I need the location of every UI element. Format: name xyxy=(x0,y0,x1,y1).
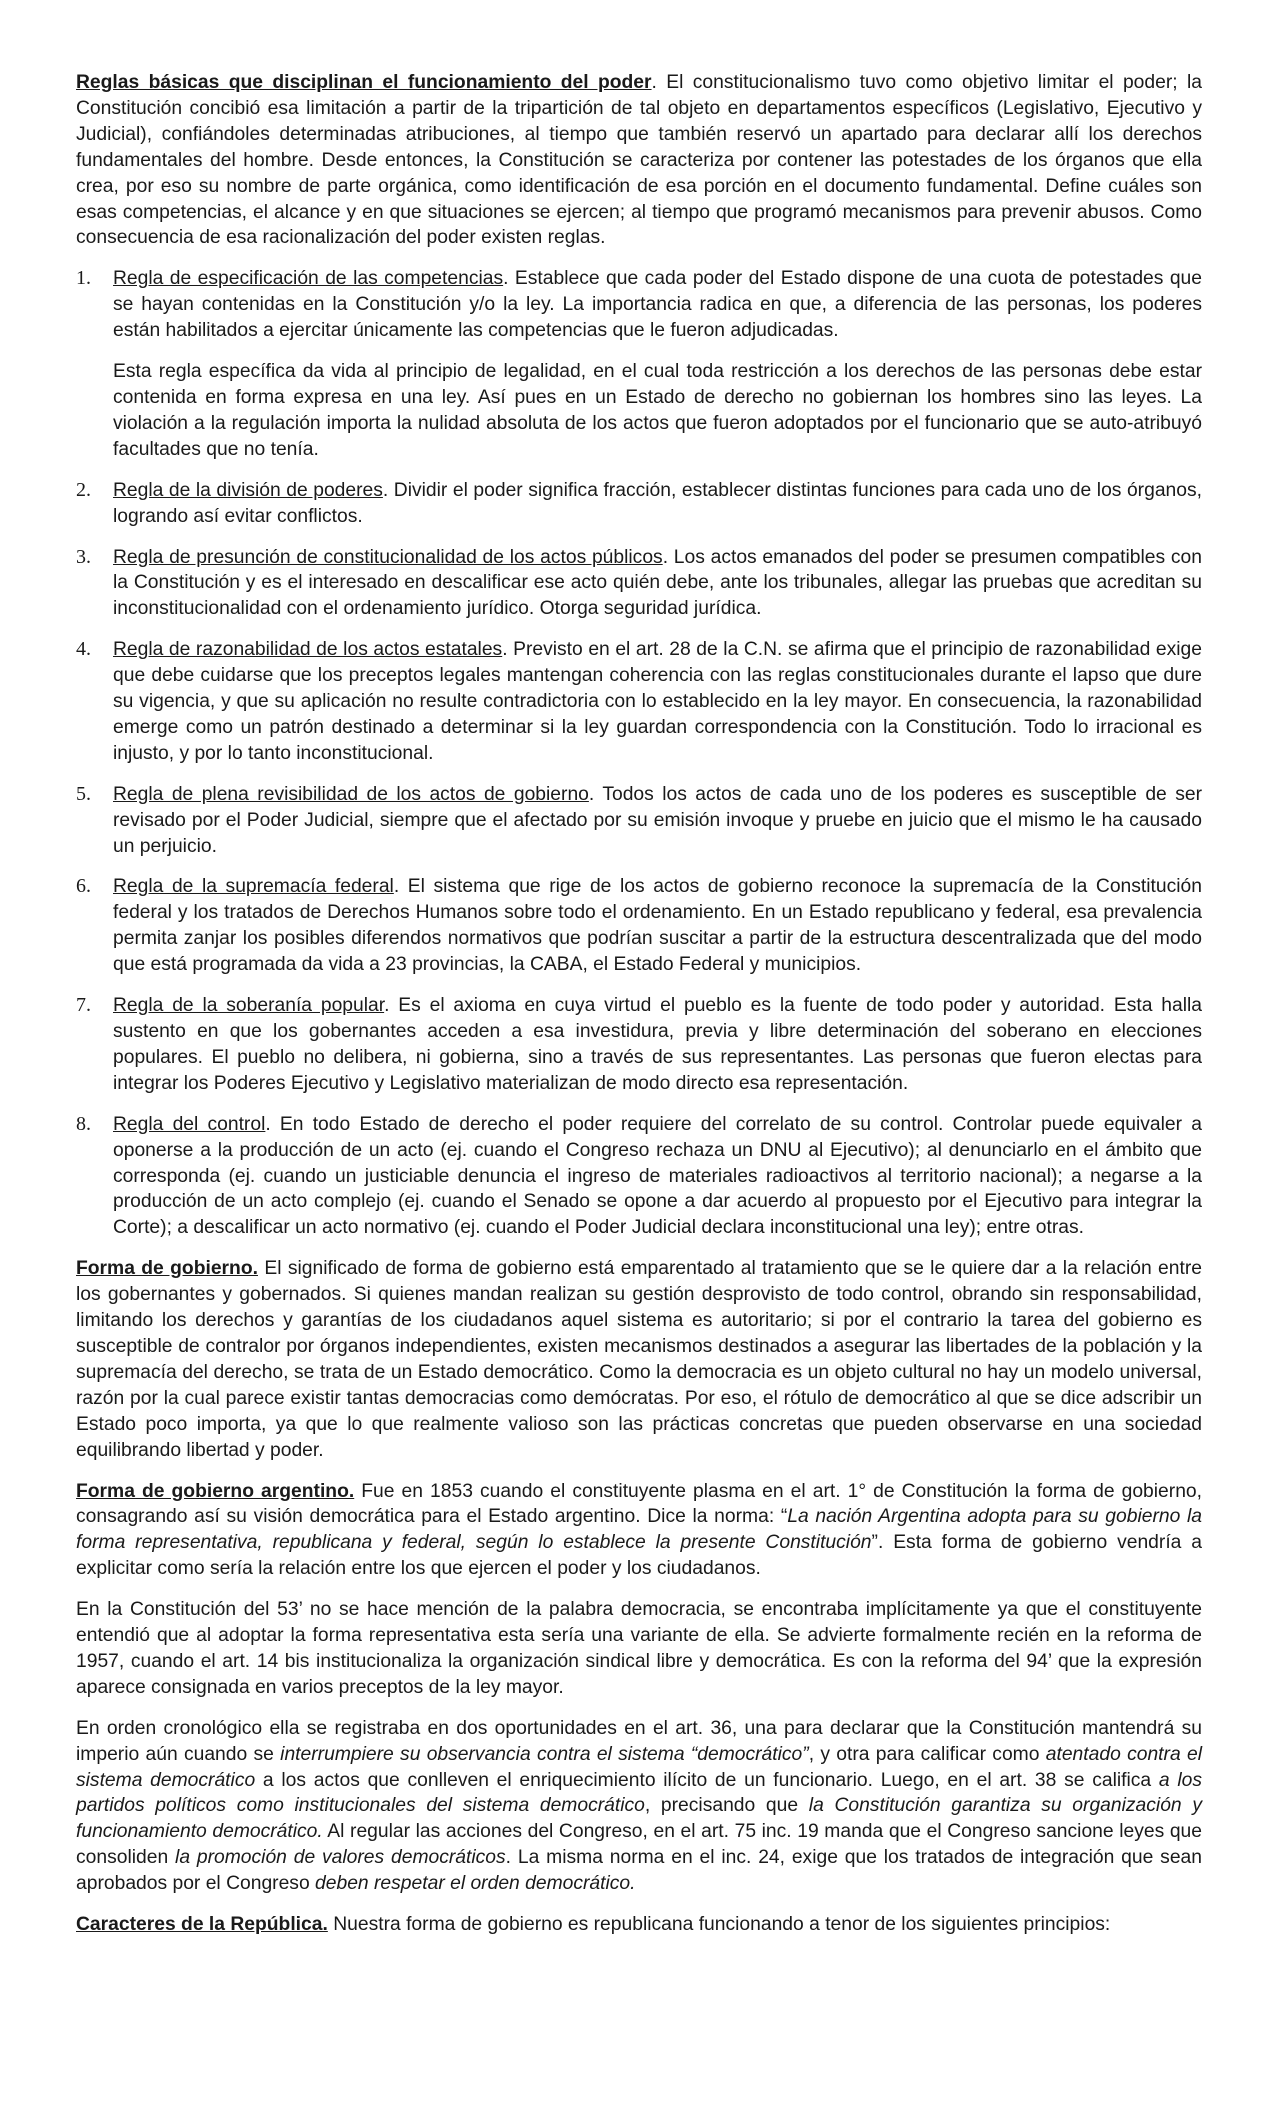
rules-list xyxy=(76,266,1202,1241)
rule-text: . Previsto en el art. 28 de la C.N. se afirma que el principio de razonabilidad exige que debe cuidarse que los preceptos legales mantengan coherencia con las reglas constitucionales durante el lapso que dure su vigencia, y que su aplicación no resulte contradictoria con lo establecido en la ley mayor. En consecuencia, la razonabilidad emerge como un patrón destinado a determinar si la ley guardan correspondencia con la Constitución. Todo lo irracional es injusto, y por lo tanto inconstitucional. xyxy=(113,639,1202,764)
rule-title: Regla de razonabilidad de los actos estatales xyxy=(113,639,503,661)
rule-item-5 xyxy=(76,782,1202,860)
forma-gobierno-heading: Forma de gobierno. xyxy=(76,1258,258,1280)
rule-text: . Los actos emanados del poder se presumen compatibles con la Constitución y es el interesado en descalificar ese acto quién debe, ante los tribunales, allegar las pruebas que acreditan su inconstitucionalidad con el ordenamiento jurídico. Otorga seguridad jurídica. xyxy=(113,546,1202,620)
italic-run: atentado contra el sistema democrático xyxy=(76,1743,1202,1791)
rule-item-8 xyxy=(76,1112,1202,1242)
rule-text: . Todos los actos de cada uno de los poderes es susceptible de ser revisado por el Poder Judicial, siempre que el afectado por su emisión invoque y pruebe en juicio que el mismo le ha causado un perjuicio. xyxy=(113,783,1202,857)
rule-number: 4. xyxy=(76,638,91,661)
rule-number: 2. xyxy=(76,478,91,501)
forma-argentino-paragraph xyxy=(76,1479,1202,1583)
text-run: , y otra para calificar como xyxy=(808,1743,1046,1765)
rule-title: Regla de plena revisibilidad de los actos de gobierno xyxy=(113,783,589,805)
text-run: En orden cronológico ella se registraba en dos oportunidades en el art. 36, una para declarar que la Constitución mantendrá su imperio aún cuando se xyxy=(76,1717,1202,1765)
caracteres-paragraph xyxy=(76,1912,1202,1938)
rule-number: 7. xyxy=(76,994,91,1017)
italic-run: interrumpiere su observancia contra el sistema “democrático” xyxy=(280,1743,809,1765)
forma-gobierno-text: El significado de forma de gobierno está emparentado al tratamiento que se le quiere dar a la relación entre los gobernantes y gobernados. Si quienes mandan realizan su gestión desprovisto de todo control, obrando sin responsabilidad, limitando los derechos y garantías de los ciudadanos aquel sistema es autoritario; si por el contrario la tarea del gobierno es susceptible de contralor por órganos independientes, existen mecanismos destinados a asegurar las libertades de la población y la supremacía del derecho, se trata de un Estado democrático. Como la democracia es un objeto cultural no hay un modelo universal, razón por la cual parece existir tantas democracias como demócratas. Por eso, el rótulo de democrático al que se dice adscribir un Estado poco importa, ya que lo que realmente valioso son las prácticas concretas que pueden observarse en una sociedad equilibrando libertad y poder. xyxy=(76,1258,1202,1461)
rule-extra-paragraph: Esta regla específica da vida al principio de legalidad, en el cual toda restricción a los derechos de las personas debe estar contenida en forma expresa en una ley. Así pues en un Estado de derecho no gobiernan los hombres sino las leyes. La violación a la regulación importa la nulidad absoluta de los actos que fueron adoptados por el funcionario que se auto-atribuyó facultades que no tenía. xyxy=(113,361,1202,460)
rule-text: . Establece que cada poder del Estado dispone de una cuota de potestades que se hayan contenidas en la Constitución y/o la ley. La importancia radica en que, a diferencia de las personas, los poderes están habilitados a ejercitar únicamente las competencias que le fueron adjudicadas. xyxy=(113,268,1202,342)
italic-run: la Constitución garantiza su organización y funcionamiento democrático. xyxy=(76,1795,1202,1843)
rule-item-6 xyxy=(76,874,1202,978)
rule-item-2 xyxy=(76,478,1202,530)
caracteres-text: Nuestra forma de gobierno es republicana funcionando a tenor de los siguientes principios: xyxy=(327,1914,1111,1936)
rule-text: . Dividir el poder significa fracción, establecer distintas funciones para cada uno de los órganos, logrando así evitar conflictos. xyxy=(113,479,1202,527)
forma-argentino-heading: Forma de gobierno argentino. xyxy=(76,1480,355,1502)
rule-item-7 xyxy=(76,993,1202,1097)
text-run: a los actos que conlleven el enriquecimiento ilícito de un funcionario. Luego, en el art. 38 se califica xyxy=(255,1769,1159,1791)
forma-argentino-text-end: ”. Esta forma de gobierno vendría a explicitar como sería la relación entre los que ejercen el poder y los ciudadanos. xyxy=(76,1532,1203,1580)
text-run: , precisando que xyxy=(644,1795,809,1817)
rule-title: Regla del control xyxy=(113,1113,266,1135)
rule-title: Regla de especificación de las competencias xyxy=(113,268,504,290)
forma-argentino-text: Fue en 1853 cuando el constituyente plasma en el art. 1° de Constitución la forma de gobierno, consagrando así su visión democrática para el Estado argentino. Dice la norma: “ xyxy=(76,1480,1203,1528)
rule-item-1 xyxy=(76,266,1202,462)
forma-gobierno-paragraph xyxy=(76,1256,1202,1463)
constitucion-53-paragraph: En la Constitución del 53’ no se hace mención de la palabra democracia, se encontraba implícitamente ya que el constituyente entendió que al adoptar la forma representativa esta sería una variante de ella. Se advierte formalmente recién en la reforma de 1957, cuando el art. 14 bis institucionaliza la organización sindical libre y democrática. Es con la reforma del 94’ que la expresión aparece consignada en varios preceptos de la ley mayor. xyxy=(76,1599,1202,1698)
orden-cronologico-paragraph xyxy=(76,1716,1202,1897)
rule-number: 6. xyxy=(76,875,91,898)
italic-run: deben respetar el orden democrático. xyxy=(315,1873,636,1895)
text-run: Al regular las acciones del Congreso, en el art. 75 inc. 19 manda que el Congreso sancione leyes que consoliden xyxy=(76,1821,1202,1869)
rule-title: Regla de la soberanía popular xyxy=(113,995,385,1017)
intro-text: . El constitucionalismo tuvo como objetivo limitar el poder; la Constitución concibió esa limitación a partir de la tripartición de tal objeto en departamentos específicos (Legislativo, Ejecutivo y Judicial), confiándoles determinadas atribuciones, al tiempo que también reservó un apartado para declarar allí los derechos fundamentales del hombre. Desde entonces, la Constitución se caracteriza por contener las potestades de los órganos que ella crea, por eso su nombre de parte orgánica, como identificación de esa porción en el documento fundamental. Define cuáles son esas competencias, el alcance y en que situaciones se ejercen; al tiempo que programó mecanismos para prevenir abusos. Como consecuencia de esa racionalización del poder existen reglas. xyxy=(76,72,1202,249)
document-page xyxy=(76,70,1202,1953)
rule-number: 5. xyxy=(76,782,91,805)
rule-number: 8. xyxy=(76,1112,91,1135)
italic-run: a los partidos políticos como institucionales del sistema democrático xyxy=(76,1769,1202,1817)
rule-text: . El sistema que rige de los actos de gobierno reconoce la supremacía de la Constitución federal y los tratados de Derechos Humanos sobre todo el ordenamiento. En un Estado republicano y federal, esa prevalencia permita zanjar los posibles diferendos normativos que podrían suscitar a partir de la estructura descentralizada que del modo que está programada da vida a 23 provincias, la CABA, el Estado Federal y municipios. xyxy=(113,876,1202,976)
caracteres-heading: Caracteres de la República. xyxy=(76,1914,328,1936)
rule-item-3 xyxy=(76,545,1202,623)
rule-title: Regla de la división de poderes xyxy=(113,479,383,501)
intro-paragraph xyxy=(76,70,1202,251)
rule-text: . Es el axioma en cuya virtud el pueblo es la fuente de todo poder y autoridad. Esta halla sustento en que los gobernantes acceden a esa investidura, previa y libre determinación del soberano en elecciones populares. El pueblo no delibera, ni gobierna, sino a través de sus representantes. Las personas que fueron electas para integrar los Poderes Ejecutivo y Legislativo materializan de modo directo esa representación. xyxy=(113,995,1202,1094)
intro-heading: Reglas básicas que disciplinan el funcionamiento del poder xyxy=(76,72,652,93)
rule-item-4 xyxy=(76,637,1202,767)
rule-title: Regla de presunción de constitucionalidad de los actos públicos xyxy=(113,546,663,568)
rule-number: 1. xyxy=(76,267,91,290)
rule-number: 3. xyxy=(76,545,91,568)
rule-text: . En todo Estado de derecho el poder requiere del correlato de su control. Controlar puede equivaler a oponerse a la producción de un acto (ej. cuando el Congreso rechaza un DNU al Ejecutivo); al denunciarlo en el ámbito que corresponda (ej. cuando un justiciable denuncia el ingreso de materiales radioactivos al territorio nacional); a negarse a la producción de un acto complejo (ej. cuando el Senado se opone a dar acuerdo al propuesto por el Ejecutivo para integrar la Corte); a descalificar un acto normativo (ej. cuando el Poder Judicial declara inconstitucional una ley); entre otras. xyxy=(113,1113,1202,1239)
text-run: . La misma norma en el inc. 24, exige que los tratados de integración que sean aprobados por el Congreso xyxy=(76,1847,1202,1895)
rule-title: Regla de la supremacía federal xyxy=(113,876,394,898)
italic-run: la promoción de valores democráticos xyxy=(175,1847,506,1869)
constitution-quote: La nación Argentina adopta para su gobierno la forma representativa, republicana y federal, según lo establece la presente Constitución xyxy=(76,1506,1202,1554)
